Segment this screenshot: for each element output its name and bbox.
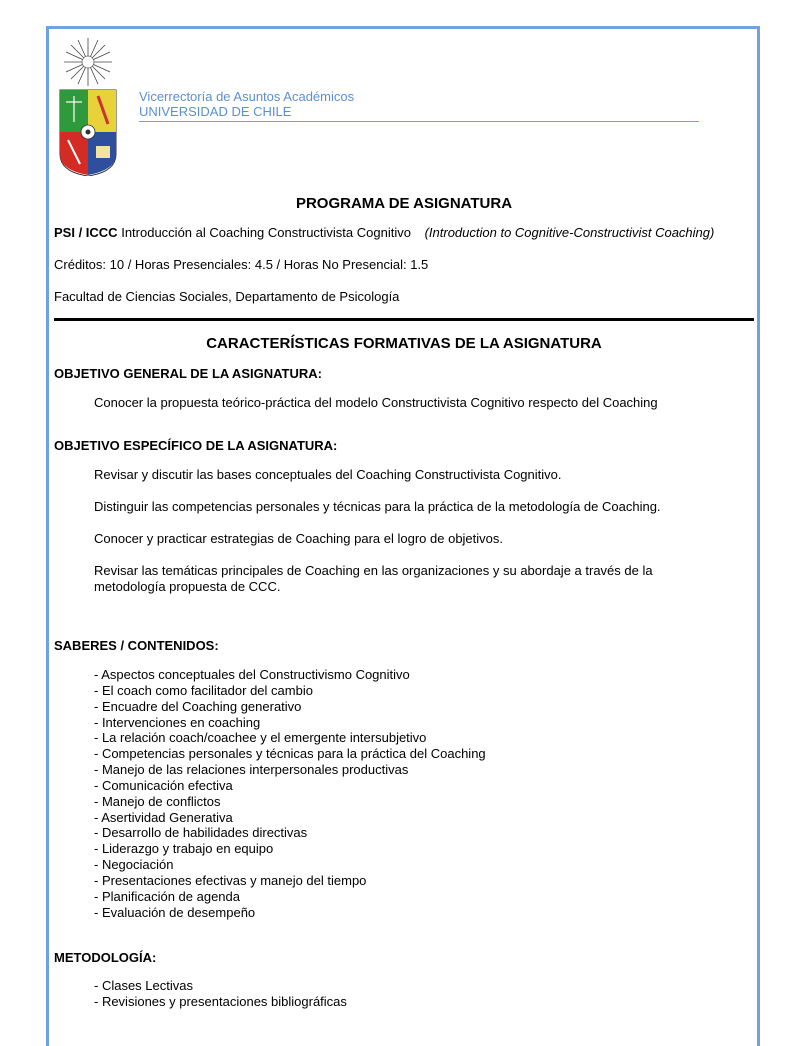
universidad-de-chile-seal-icon xyxy=(58,36,118,176)
list-item: - La relación coach/coachee y el emergente intersubjetivo xyxy=(94,730,427,746)
universidad-label: UNIVERSIDAD DE CHILE xyxy=(139,104,292,119)
course-code: PSI / ICCC xyxy=(54,225,118,240)
header-rule xyxy=(139,121,699,122)
list-item: - Manejo de las relaciones interpersonales productivas xyxy=(94,762,409,778)
list-item: - Aspectos conceptuales del Constructivismo Cognitivo xyxy=(94,667,410,682)
list-item: - Competencias personales y técnicas para la práctica del Coaching xyxy=(94,746,486,762)
list-item: - Desarrollo de habilidades directivas xyxy=(94,825,308,841)
course-name-en: (Introduction to Cognitive-Constructivist Coaching) xyxy=(424,225,715,240)
specific-objective-item: Revisar y discutir las bases conceptuales del Coaching Constructivista Cognitivo. xyxy=(94,467,562,482)
course-name-es: Introducción al Coaching Constructivista Cognitivo xyxy=(121,225,411,240)
specific-objective-item: Distinguir las competencias personales y técnicas para la práctica de la metodología de Coaching. xyxy=(94,499,661,514)
list-item: - El coach como facilitador del cambio xyxy=(94,682,313,698)
list-item: - Manejo de conflictos xyxy=(94,793,221,809)
list-item: - Asertividad Generativa xyxy=(94,809,233,825)
program-title: PROGRAMA DE ASIGNATURA xyxy=(295,195,513,212)
list-item: - Comunicación efectiva xyxy=(94,777,233,793)
course-line xyxy=(54,225,714,241)
list-item: - Encuadre del Coaching generativo xyxy=(94,698,302,714)
faculty-line: Facultad de Ciencias Sociales, Departamento de Psicología xyxy=(54,289,400,304)
list-item: - Presentaciones efectivas y manejo del tiempo xyxy=(94,872,367,888)
vicerrectoria-label: Vicerrectoría de Asuntos Académicos xyxy=(139,89,355,104)
list-item: - Evaluación de desempeño xyxy=(94,904,256,920)
section-divider xyxy=(54,318,754,321)
list-item: - Revisiones y presentaciones bibliográficas xyxy=(94,993,347,1009)
specific-objective-item-continued: metodología propuesta de CCC. xyxy=(94,579,281,594)
methodology-list xyxy=(94,978,347,1010)
specific-objective-item: Conocer y practicar estrategias de Coaching para el logro de objetivos. xyxy=(94,531,504,546)
contents-list xyxy=(94,667,486,921)
specific-objective-heading: OBJETIVO ESPECÍFICO DE LA ASIGNATURA: xyxy=(54,438,338,453)
contents-heading: SABERES / CONTENIDOS: xyxy=(54,638,219,653)
general-objective-heading: OBJETIVO GENERAL DE LA ASIGNATURA: xyxy=(54,366,322,381)
list-item: - Intervenciones en coaching xyxy=(94,714,261,730)
credits-line: Créditos: 10 / Horas Presenciales: 4.5 / Horas No Presencial: 1.5 xyxy=(54,257,429,272)
list-item: - Planificación de agenda xyxy=(94,888,240,904)
characteristics-title: CARACTERÍSTICAS FORMATIVAS DE LA ASIGNATURA xyxy=(206,335,602,352)
institution-header xyxy=(139,89,699,122)
list-item: - Liderazgo y trabajo en equipo xyxy=(94,841,274,857)
specific-objective-item: Revisar las temáticas principales de Coaching en las organizaciones y su abordaje a través de la xyxy=(94,563,653,578)
methodology-heading: METODOLOGÍA: xyxy=(54,950,157,965)
list-item: - Negociación xyxy=(94,857,174,873)
general-objective-text: Conocer la propuesta teórico-práctica del modelo Constructivista Cognitivo respecto del Coaching xyxy=(94,395,658,410)
list-item: - Clases Lectivas xyxy=(94,978,193,993)
